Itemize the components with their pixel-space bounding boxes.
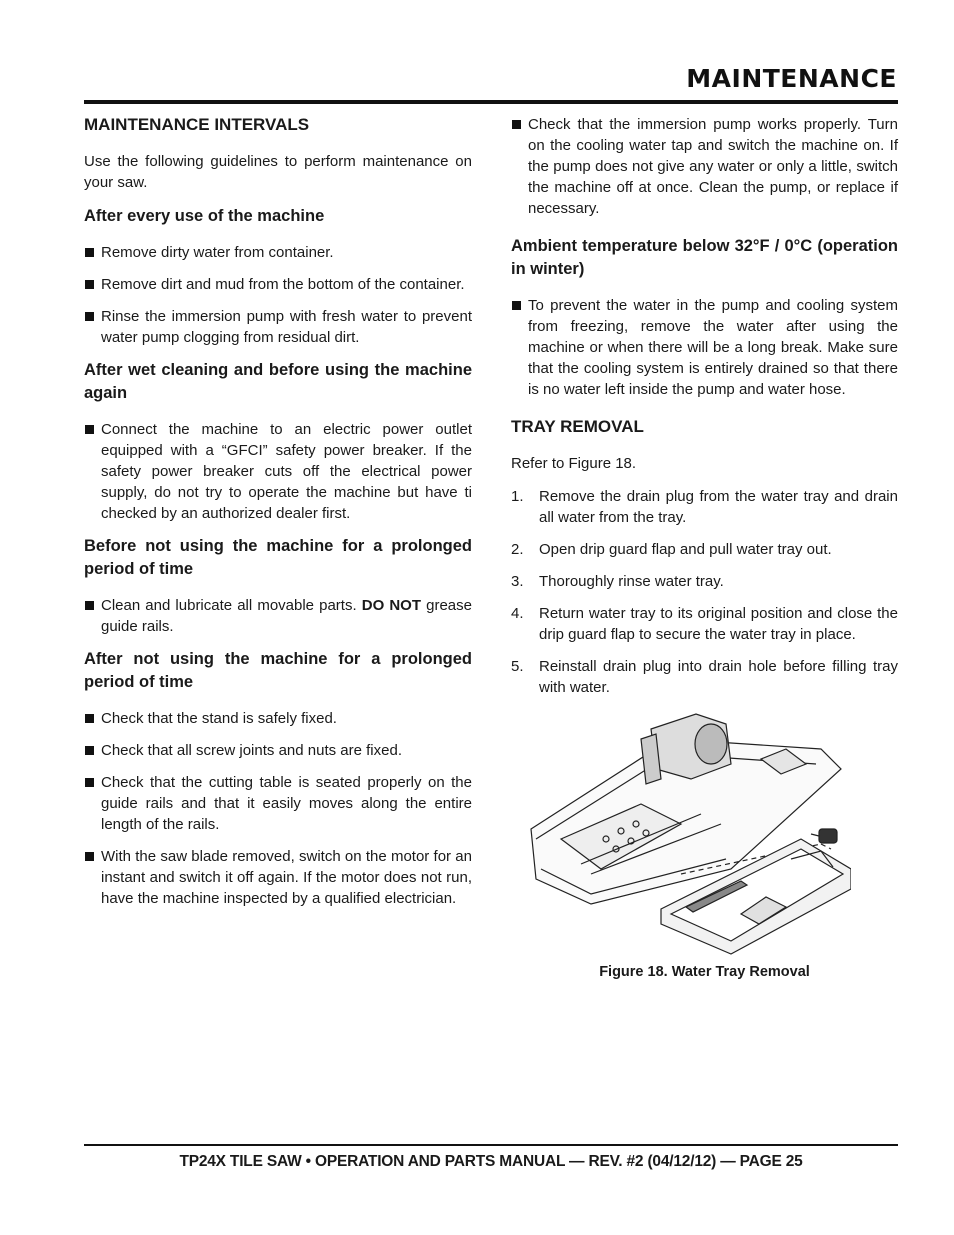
list-item: Check that the immersion pump works properly. Turn on the cooling water tap and switch the machine on. If the pump does not give any water or only a little, switch the machine off at once. Clean the pump, or replace if necessary. — [511, 114, 898, 219]
right-column — [511, 114, 898, 979]
tile-saw-illustration — [521, 709, 851, 969]
list-item: Check that all screw joints and nuts are fixed. — [84, 740, 472, 761]
section-title: Before not using the machine for a prolonged period of time — [84, 537, 472, 578]
bullet-square-icon — [85, 778, 94, 787]
list-item: Check that the cutting table is seated properly on the guide rails and that it easily moves along the entire length of the rails. — [84, 772, 472, 835]
bullet-square-icon — [85, 714, 94, 723]
water-tray-figure — [511, 709, 898, 979]
step-item: 5. Reinstall drain plug into drain hole before filling tray with water. — [511, 658, 898, 696]
left-column — [84, 114, 472, 920]
list-item: Clean and lubricate all movable parts. DO NOT grease guide rails. — [84, 595, 472, 637]
list-item: With the saw blade removed, switch on the motor for an instant and switch it off again. If the motor does not run, have the machine inspected by a qualified electrician. — [84, 846, 472, 909]
list-item: Rinse the immersion pump with fresh water to prevent water pump clogging from residual dirt. — [84, 306, 472, 348]
figure-reference: Refer to Figure 18. — [511, 455, 637, 472]
bullet-square-icon — [85, 425, 94, 434]
bullet-square-icon — [512, 120, 521, 129]
maintenance-intervals-heading: MAINTENANCE INTERVALS — [84, 115, 310, 134]
step-item: 1. Remove the drain plug from the water tray and drain all water from the tray. — [511, 488, 898, 526]
page-footer: TP24X TILE SAW • OPERATION AND PARTS MANUAL — REV. #2 (04/12/12) — PAGE 25 — [179, 1153, 803, 1170]
list-item: Check that the stand is safely fixed. — [84, 708, 472, 729]
section-title: After not using the machine for a prolonged period of time — [84, 650, 472, 691]
section-title: After every use of the machine — [84, 207, 325, 225]
list-item: Remove dirt and mud from the bottom of the container. — [84, 274, 472, 295]
bullet-square-icon — [512, 301, 521, 310]
bullet-square-icon — [85, 746, 94, 755]
figure-caption: Figure 18. Water Tray Removal — [599, 964, 810, 980]
title-rule — [84, 100, 898, 104]
intro-paragraph: Use the following guidelines to perform maintenance on your saw. — [84, 153, 472, 191]
bullet-square-icon — [85, 280, 94, 289]
bullet-square-icon — [85, 852, 94, 861]
list-item: Remove dirty water from container. — [84, 242, 472, 263]
tray-removal-heading: TRAY REMOVAL — [511, 417, 644, 436]
section-title: After wet cleaning and before using the machine again — [84, 361, 472, 402]
footer-rule — [84, 1144, 898, 1146]
bullet-square-icon — [85, 601, 94, 610]
winter-section-title: Ambient temperature below 32°F / 0°C (operation in winter) — [511, 237, 898, 278]
step-item: 4. Return water tray to its original position and close the drip guard flap to secure the water tray in place. — [511, 605, 898, 643]
list-item: Connect the machine to an electric power outlet equipped with a “GFCI” safety power breaker. If the safety power breaker cuts off the electrical power supply, do not try to operate the machine but have ti checked by an authorized dealer first. — [84, 419, 472, 524]
list-item: To prevent the water in the pump and cooling system from freezing, remove the water after using the machine or when there will be a long break. Make sure that the cooling system is entirely drained so that there is no water left inside the pump and water hose. — [511, 295, 898, 400]
bullet-square-icon — [85, 248, 94, 257]
bullet-square-icon — [85, 312, 94, 321]
step-item: 2. Open drip guard flap and pull water tray out. — [511, 541, 832, 558]
step-item: 3. Thoroughly rinse water tray. — [511, 573, 724, 590]
page-title: MAINTENANCE — [686, 64, 897, 93]
